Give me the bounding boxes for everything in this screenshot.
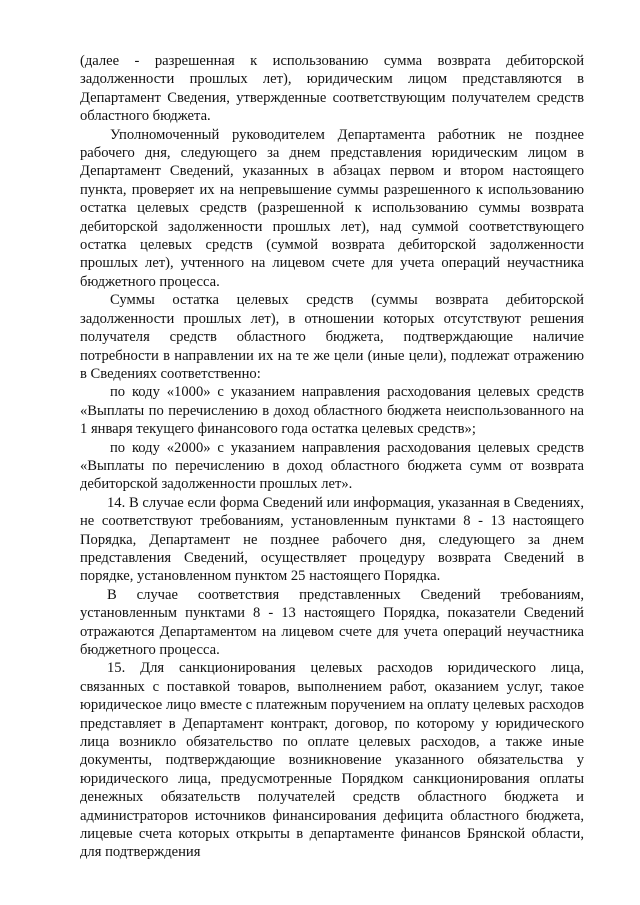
paragraph-item-15: 15. Для санкционирования целевых расходов юридического лица, связанных с поставкой товаров, выполнением работ, оказанием услуг, такое юридическое лицо вместе с платежным поручением на оплату целевых расходов представляет в Департамент контракт, договор, по которому у юридического лица возникло обязательство по оплате целевых расходов, а также иные документы, подтверждающие возникновение указанного обязательства у юридического лица, предусмотренные Порядком санкционирования оплаты денежных обязательств получателей средств областного бюджета и администраторов источников финансирования дефицита областного бюджета, лицевые счета которых открыты в департаменте финансов Брянской области, для подтверждения (80, 660, 584, 861)
paragraph-verification: Уполномоченный руководителем Департамента работник не позднее рабочего дня, следующего за днем представления юридическим лицом в Департамент Сведений, указанных в абзацах первом и втором настоящего пункта, проверяет их на непревышение суммы разрешенного к использованию остатка целевых средств (разрешенной к использованию суммы возврата дебиторской задолженности прошлых лет), над суммой соответствующего остатка целевых средств (суммой возврата дебиторской задолженности прошлых лет), учтенного на лицевом счете для учета операций неучастника бюджетного процесса. (80, 126, 584, 290)
paragraph-balances: Суммы остатка целевых средств (суммы возврата дебиторской задолженности прошлых лет), в отношении которых отсутствуют решения получателя средств областного бюджета, подтверждающие наличие потребности в направлении их на те же цели (иные цели), подлежат отражению в Сведениях соответственно: (80, 292, 584, 382)
paragraph-continuation: (далее - разрешенная к использованию сумма возврата дебиторской задолженности прошлых лет), юридическим лицом представляются в Департамент Сведения, утвержденные соответствующим получателем средств областного бюджета. (80, 53, 584, 125)
paragraph-compliance: В случае соответствия представленных Сведений требованиям, установленным пунктами 8 - 13 настоящего Порядка, показатели Сведений отражаются Департаментом на лицевом счете для учета операций неучастника бюджетного процесса. (80, 586, 584, 658)
paragraph-code-2000: по коду «2000» с указанием направления расходования целевых средств «Выплаты по перечислению в доход областного бюджета сумм от возврата дебиторской задолженности прошлых лет». (80, 439, 584, 493)
paragraph-item-14: 14. В случае если форма Сведений или информация, указанная в Сведениях, не соответствуют требованиям, установленным пунктами 8 - 13 настоящего Порядка, Департамент не позднее рабочего дня, следующего за днем представления Сведений, осуществляет процедуру возврата Сведений в порядке, установленном пунктом 25 настоящего Порядка. (80, 494, 584, 585)
document-page (80, 52, 584, 862)
paragraph-code-1000: по коду «1000» с указанием направления расходования целевых средств «Выплаты по перечислению в доход областного бюджета неиспользованного на 1 января текущего финансового года остатка целевых средств»; (80, 384, 584, 438)
